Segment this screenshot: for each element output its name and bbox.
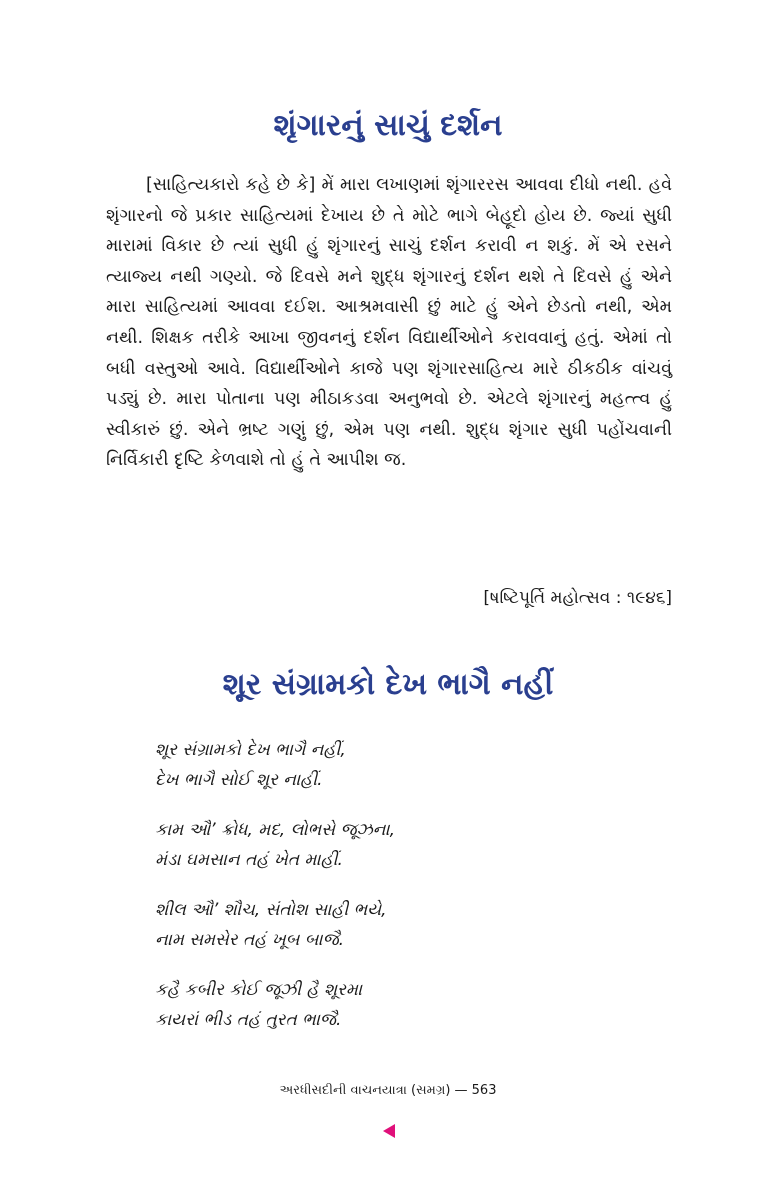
poem-line: શૂર સંગ્રામકો દેખ ભાગૈ નહીં,: [155, 740, 346, 760]
poem-body: [155, 735, 655, 1055]
poem-stanza: [155, 895, 655, 955]
poem-line: મંડા ઘમસાન તહં ખેત માહીં.: [155, 850, 343, 870]
poem-line: કામ ઔ’ ક્રોધ, મદ, લોભસે જૂઝના,: [155, 820, 395, 840]
left-triangle-icon[interactable]: [383, 1124, 395, 1138]
poem-line: નામ સમસેર તહં ખૂબ બાજૈ.: [155, 930, 345, 950]
page-footer: અરધીસદીની વાચનયાત્રા (સમગ્ર) — 563: [279, 1083, 497, 1098]
essay-body-text: [સાહિત્યકારો કહે છે કે] મેં મારા લખાણમાં શૃંગારરસ આવવા દીધો નથી. હવે શૃંગારનો જે પ્રકાર સાહિત્યમાં દેખાય છે તે મોટે ભાગે બેહૂદો હોય છે. જ્યાં સુધી મારામાં વિકાર છે ત્યાં સુધી હું શૃંગારનું સાચું દર્શન કરાવી ન શકું. મેં એ રસને ત્યાજ્ય નથી ગણ્યો. જે દિવસે મને શુદ્ધ શૃંગારનું દર્શન થશે તે દિવસે હું એને મારા સાહિત્યમાં આવવા દઈશ. આશ્રમવાસી છું માટે હું એને છેડતો નથી, એમ નથી. શિક્ષક તરીકે આખા જીવનનું દર્શન વિદ્યાર્થીઓને કરાવવાનું હતું. એમાં તો બધી વસ્તુઓ આવે. વિદ્યાર્થીઓને કાજે પણ શૃંગારસાહિત્ય મારે ઠીકઠીક વાંચવું પડ્યું છે. મારા પોતાના પણ મીઠાકડવા અનુભવો છે. એટલે શૃંગારનું મહત્ત્વ હું સ્વીકારું છું. એને ભ્રષ્ટ ગણું છું, એમ પણ નથી. શુદ્ધ શૃંગાર સુધી પહોંચવાની નિર્વિકારી દૃષ્ટિ કેળવાશે તો હું તે આપીશ જ.: [106, 175, 672, 471]
essay-source: [ષષ્ટિપૂર્તિ મહોત્સવ : ૧૯૪૬]: [483, 588, 672, 608]
poem-line: કહૈ કબીર કોઈ જૂઝી હૈ શૂરમા: [155, 980, 363, 1000]
poem-stanza: [155, 975, 655, 1035]
poem-stanza: [155, 815, 655, 875]
poem-line: કાયરાં ભીડ તહં તુરત ભાજૈ.: [155, 1010, 342, 1030]
poem-line: શીલ ઔ’ શૌચ, સંતોશ સાહી ભયે,: [155, 900, 387, 920]
essay-title: શૃંગારનું સાચું દર્શન: [273, 108, 503, 143]
poem-line: દેખ ભાગૈ સોઈ શૂર નાહીં.: [155, 770, 323, 790]
essay-body: [106, 170, 672, 476]
poem-title: શૂર સંગ્રામકો દેખ ભાગૈ નહીં: [222, 667, 554, 702]
poem-stanza: [155, 735, 655, 795]
